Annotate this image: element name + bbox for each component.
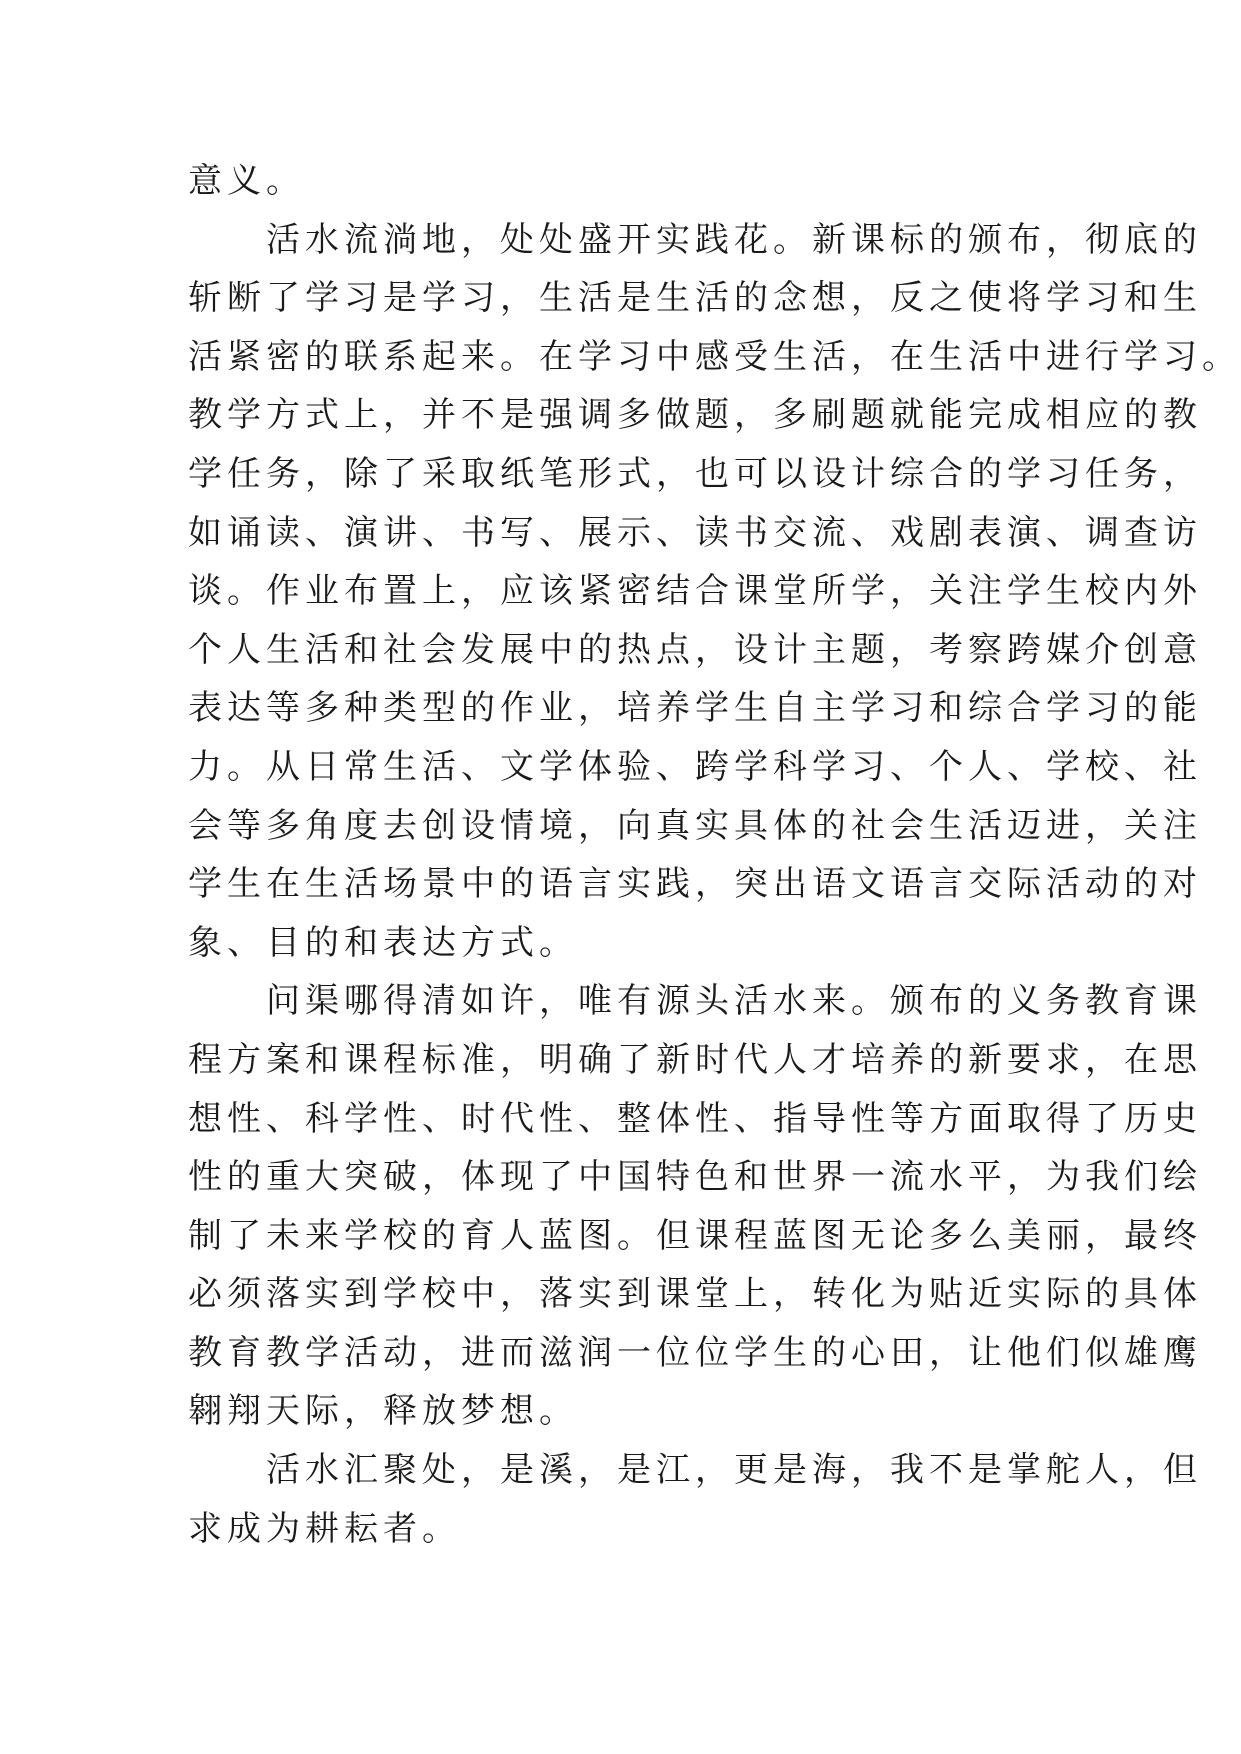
text-line: 表达等多种类型的作业，培养学生自主学习和综合学习的能 <box>188 688 1202 729</box>
text-line: 会等多角度去创设情境，向真实具体的社会生活迈进，关注 <box>188 805 1202 846</box>
text-line: 学任务，除了采取纸笔形式，也可以设计综合的学习任务， <box>188 453 1202 494</box>
text-line: 如诵读、演讲、书写、展示、读书交流、戏剧表演、调查访 <box>188 512 1202 553</box>
text-line: 求成为耕耘者。 <box>188 1508 461 1549</box>
text-line: 翱翔天际，释放梦想。 <box>188 1391 578 1432</box>
text-line: 必须落实到学校中，落实到课堂上，转化为贴近实际的具体 <box>188 1274 1202 1315</box>
text-line: 活紧密的联系起来。在学习中感受生活，在生活中进行学习。 <box>188 336 1241 377</box>
text-line: 活水汇聚处，是溪，是江，更是海，我不是掌舵人，但 <box>188 1450 1202 1491</box>
text-line: 程方案和课程标准，明确了新时代人才培养的新要求，在思 <box>188 1039 1202 1080</box>
text-line: 教育教学活动，进而滋润一位位学生的心田，让他们似雄鹰 <box>188 1332 1202 1373</box>
text-line: 学生在生活场景中的语言实践，突出语文语言交际活动的对 <box>188 864 1202 905</box>
body-text <box>188 152 1241 1558</box>
text-line: 活水流淌地，处处盛开实践花。新课标的颁布，彻底的 <box>188 219 1202 260</box>
text-line: 性的重大突破，体现了中国特色和世界一流水平，为我们绘 <box>188 1157 1202 1198</box>
text-line: 教学方式上，并不是强调多做题，多刷题就能完成相应的教 <box>188 395 1202 436</box>
text-line: 谈。作业布置上，应该紧密结合课堂所学，关注学生校内外 <box>188 571 1202 612</box>
text-line: 问渠哪得清如许，唯有源头活水来。颁布的义务教育课 <box>188 981 1202 1022</box>
text-line: 制了未来学校的育人蓝图。但课程蓝图无论多么美丽，最终 <box>188 1215 1202 1256</box>
text-line: 意义。 <box>188 161 305 201</box>
text-line: 想性、科学性、时代性、整体性、指导性等方面取得了历史 <box>188 1098 1202 1139</box>
text-line: 个人生活和社会发展中的热点，设计主题，考察跨媒介创意 <box>188 629 1202 670</box>
text-line: 象、目的和表达方式。 <box>188 922 578 963</box>
text-line: 斩断了学习是学习，生活是生活的念想，反之使将学习和生 <box>188 278 1202 319</box>
text-line: 力。从日常生活、文学体验、跨学科学习、个人、学校、社 <box>188 746 1202 787</box>
